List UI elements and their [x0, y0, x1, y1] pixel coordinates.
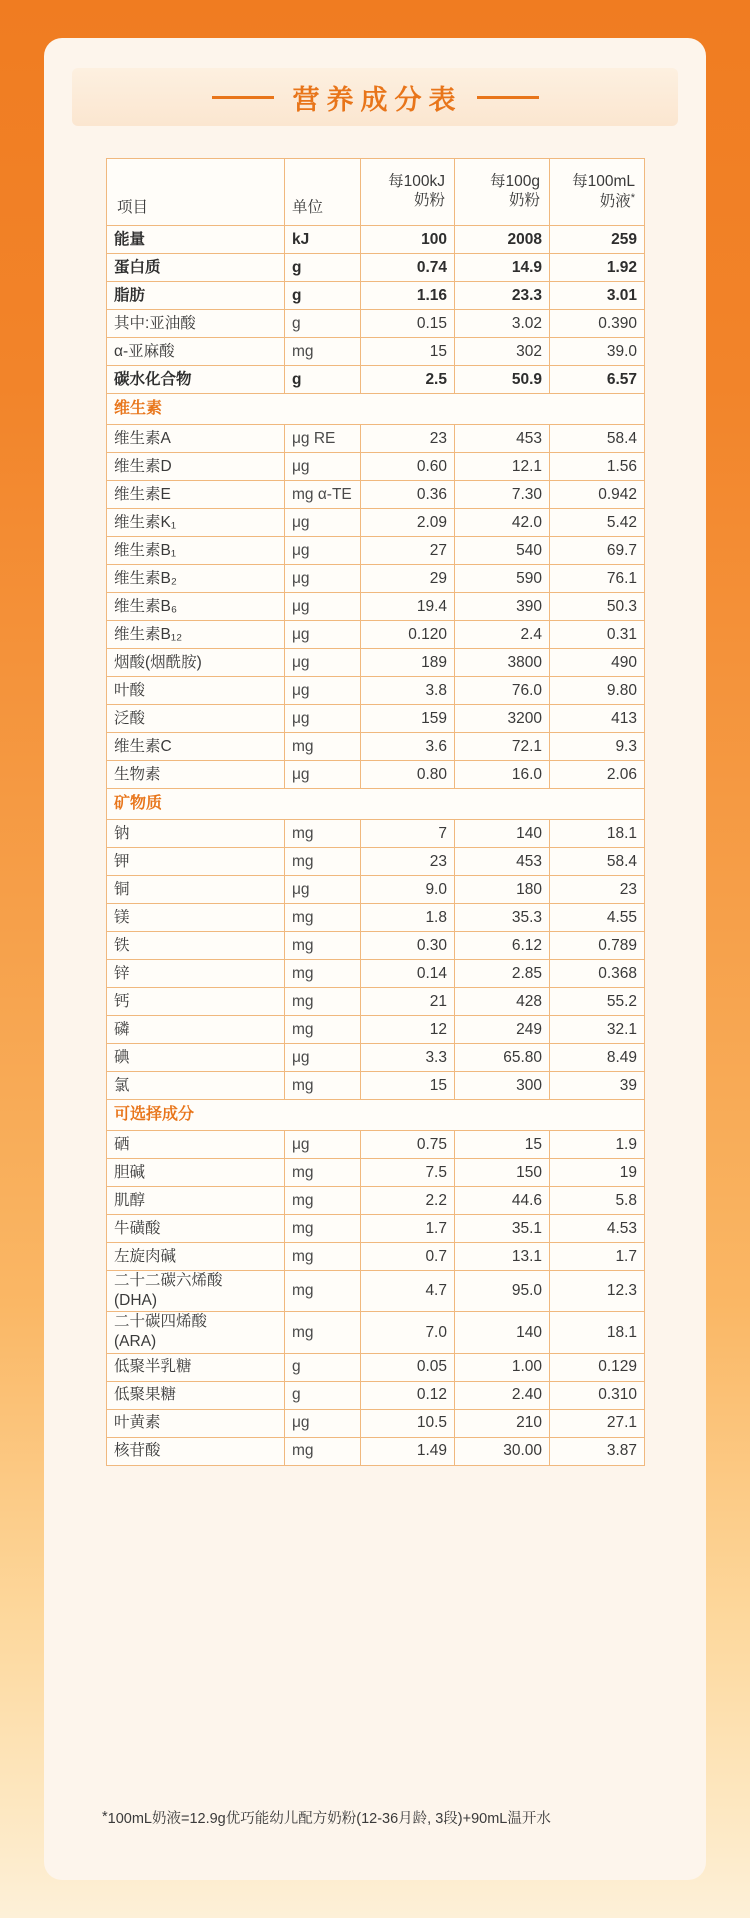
- row-unit: μg: [285, 1044, 361, 1072]
- row-item-name: 硒: [107, 1131, 285, 1159]
- row-item-name: 核苷酸: [107, 1437, 285, 1465]
- row-value-per-100kj: 29: [361, 565, 455, 593]
- row-value-per-100kj: 0.75: [361, 1131, 455, 1159]
- row-value-per-100kj: 27: [361, 537, 455, 565]
- nutrition-table: [106, 158, 645, 1466]
- row-item-name: 维生素D: [107, 453, 285, 481]
- table-row: [107, 848, 645, 876]
- table-row: [107, 733, 645, 761]
- table-row: [107, 1215, 645, 1243]
- row-value-per-100g: 35.1: [455, 1215, 550, 1243]
- row-item-name: 铜: [107, 876, 285, 904]
- table-row: [107, 366, 645, 394]
- row-value-per-100ml: 50.3: [550, 593, 645, 621]
- row-value-per-100kj: 1.49: [361, 1437, 455, 1465]
- row-value-per-100g: 453: [455, 848, 550, 876]
- section-label: 维生素: [107, 394, 645, 425]
- row-value-per-100kj: 7.0: [361, 1312, 455, 1353]
- row-value-per-100ml: 1.9: [550, 1131, 645, 1159]
- row-unit: mg: [285, 1437, 361, 1465]
- table-row: [107, 282, 645, 310]
- row-value-per-100kj: 0.80: [361, 761, 455, 789]
- row-value-per-100ml: 0.942: [550, 481, 645, 509]
- table-row: [107, 960, 645, 988]
- row-value-per-100kj: 23: [361, 848, 455, 876]
- title-bar: [72, 68, 678, 126]
- table-row: [107, 226, 645, 254]
- table-row: [107, 338, 645, 366]
- row-value-per-100kj: 12: [361, 1016, 455, 1044]
- row-item-name: 叶酸: [107, 677, 285, 705]
- row-value-per-100kj: 0.60: [361, 453, 455, 481]
- row-unit: mg: [285, 733, 361, 761]
- row-item-name: 维生素B₂: [107, 565, 285, 593]
- table-row: [107, 904, 645, 932]
- row-value-per-100kj: 0.7: [361, 1243, 455, 1271]
- table-row: [107, 876, 645, 904]
- row-value-per-100g: 1.00: [455, 1353, 550, 1381]
- footnote-text: 100mL奶液=12.9g优巧能幼儿配方奶粉(12-36月龄, 3段)+90mL温开水: [107, 1811, 551, 1827]
- row-unit: μg: [285, 1131, 361, 1159]
- row-value-per-100ml: 5.42: [550, 509, 645, 537]
- row-value-per-100ml: 0.390: [550, 310, 645, 338]
- row-value-per-100kj: 2.2: [361, 1187, 455, 1215]
- row-unit: μg: [285, 621, 361, 649]
- row-value-per-100ml: 58.4: [550, 425, 645, 453]
- row-value-per-100g: 35.3: [455, 904, 550, 932]
- row-value-per-100g: 13.1: [455, 1243, 550, 1271]
- row-value-per-100g: 3200: [455, 705, 550, 733]
- row-value-per-100kj: 10.5: [361, 1409, 455, 1437]
- row-value-per-100kj: 0.15: [361, 310, 455, 338]
- row-item-name: 脂肪: [107, 282, 285, 310]
- row-unit: μg: [285, 453, 361, 481]
- row-value-per-100g: 3800: [455, 649, 550, 677]
- row-value-per-100kj: 0.30: [361, 932, 455, 960]
- row-item-name: 维生素B₁: [107, 537, 285, 565]
- row-value-per-100kj: 1.16: [361, 282, 455, 310]
- row-unit: g: [285, 1353, 361, 1381]
- table-row: [107, 677, 645, 705]
- row-value-per-100g: 16.0: [455, 761, 550, 789]
- table-row: [107, 988, 645, 1016]
- table-row: [107, 820, 645, 848]
- row-value-per-100kj: 1.7: [361, 1215, 455, 1243]
- row-item-name: 碘: [107, 1044, 285, 1072]
- row-value-per-100g: 302: [455, 338, 550, 366]
- table-row: [107, 1437, 645, 1465]
- table-row: [107, 1187, 645, 1215]
- row-value-per-100g: 50.9: [455, 366, 550, 394]
- row-value-per-100ml: 259: [550, 226, 645, 254]
- section-label: 可选择成分: [107, 1100, 645, 1131]
- table-header-row: [107, 159, 645, 226]
- row-value-per-100kj: 0.74: [361, 254, 455, 282]
- row-unit: μg: [285, 876, 361, 904]
- row-value-per-100g: 2008: [455, 226, 550, 254]
- row-unit: μg: [285, 509, 361, 537]
- row-value-per-100g: 180: [455, 876, 550, 904]
- row-value-per-100ml: 6.57: [550, 366, 645, 394]
- table-row: [107, 593, 645, 621]
- row-value-per-100ml: 58.4: [550, 848, 645, 876]
- table-section-row: [107, 789, 645, 820]
- table-row: [107, 1312, 645, 1353]
- row-item-name: 碳水化合物: [107, 366, 285, 394]
- row-value-per-100ml: 18.1: [550, 820, 645, 848]
- row-value-per-100kj: 0.36: [361, 481, 455, 509]
- row-value-per-100ml: 39: [550, 1072, 645, 1100]
- footnote: [102, 1808, 662, 1830]
- row-item-name: 维生素B₁₂: [107, 621, 285, 649]
- row-value-per-100ml: 0.31: [550, 621, 645, 649]
- table-row: [107, 254, 645, 282]
- table-row: [107, 1159, 645, 1187]
- table-section-row: [107, 394, 645, 425]
- row-value-per-100kj: 0.14: [361, 960, 455, 988]
- row-item-name: 镁: [107, 904, 285, 932]
- nutrition-card: [44, 38, 706, 1880]
- table-row: [107, 1131, 645, 1159]
- header-unit: 单位: [285, 159, 361, 226]
- row-value-per-100ml: 4.55: [550, 904, 645, 932]
- row-value-per-100g: 540: [455, 537, 550, 565]
- row-item-name: 二十碳四烯酸 (ARA): [107, 1312, 285, 1353]
- row-value-per-100g: 7.30: [455, 481, 550, 509]
- row-item-name: 维生素B₆: [107, 593, 285, 621]
- row-item-name: 维生素E: [107, 481, 285, 509]
- row-unit: mg: [285, 1243, 361, 1271]
- row-item-name: 锌: [107, 960, 285, 988]
- row-value-per-100ml: 413: [550, 705, 645, 733]
- row-value-per-100kj: 9.0: [361, 876, 455, 904]
- table-row: [107, 649, 645, 677]
- row-unit: g: [285, 366, 361, 394]
- row-value-per-100ml: 18.1: [550, 1312, 645, 1353]
- row-value-per-100ml: 5.8: [550, 1187, 645, 1215]
- row-value-per-100kj: 7: [361, 820, 455, 848]
- row-unit: μg: [285, 761, 361, 789]
- row-value-per-100kj: 4.7: [361, 1271, 455, 1312]
- table-row: [107, 761, 645, 789]
- row-unit: mg: [285, 1271, 361, 1312]
- table-row: [107, 310, 645, 338]
- row-value-per-100kj: 15: [361, 338, 455, 366]
- row-item-name: 牛磺酸: [107, 1215, 285, 1243]
- row-value-per-100ml: 3.01: [550, 282, 645, 310]
- table-section-row: [107, 1100, 645, 1131]
- row-item-name: 生物素: [107, 761, 285, 789]
- row-item-name: 铁: [107, 932, 285, 960]
- row-value-per-100ml: 1.56: [550, 453, 645, 481]
- row-value-per-100kj: 23: [361, 425, 455, 453]
- row-value-per-100g: 65.80: [455, 1044, 550, 1072]
- table-row: [107, 621, 645, 649]
- row-item-name: 维生素A: [107, 425, 285, 453]
- row-value-per-100g: 15: [455, 1131, 550, 1159]
- row-item-name: 蛋白质: [107, 254, 285, 282]
- row-unit: g: [285, 254, 361, 282]
- table-row: [107, 1353, 645, 1381]
- row-value-per-100kj: 19.4: [361, 593, 455, 621]
- row-value-per-100kj: 7.5: [361, 1159, 455, 1187]
- table-row: [107, 1271, 645, 1312]
- row-value-per-100ml: 4.53: [550, 1215, 645, 1243]
- row-value-per-100kj: 3.3: [361, 1044, 455, 1072]
- table-row: [107, 481, 645, 509]
- table-row: [107, 565, 645, 593]
- row-value-per-100kj: 189: [361, 649, 455, 677]
- row-unit: g: [285, 282, 361, 310]
- header-per-100kj: 每100kJ 奶粉: [361, 159, 455, 226]
- row-value-per-100g: 249: [455, 1016, 550, 1044]
- row-item-name: 维生素C: [107, 733, 285, 761]
- header-item: 项目: [107, 159, 285, 226]
- row-unit: mg: [285, 820, 361, 848]
- row-value-per-100ml: 39.0: [550, 338, 645, 366]
- row-unit: mg: [285, 960, 361, 988]
- row-value-per-100ml: 490: [550, 649, 645, 677]
- row-value-per-100ml: 12.3: [550, 1271, 645, 1312]
- row-item-name: 其中:亚油酸: [107, 310, 285, 338]
- row-value-per-100ml: 0.368: [550, 960, 645, 988]
- row-unit: mg α-TE: [285, 481, 361, 509]
- section-label: 矿物质: [107, 789, 645, 820]
- row-unit: μg: [285, 649, 361, 677]
- row-item-name: 能量: [107, 226, 285, 254]
- row-unit: μg: [285, 1409, 361, 1437]
- row-unit: μg: [285, 705, 361, 733]
- row-value-per-100g: 12.1: [455, 453, 550, 481]
- row-value-per-100g: 590: [455, 565, 550, 593]
- row-value-per-100g: 140: [455, 1312, 550, 1353]
- row-unit: μg: [285, 677, 361, 705]
- row-value-per-100g: 2.4: [455, 621, 550, 649]
- row-value-per-100g: 44.6: [455, 1187, 550, 1215]
- row-item-name: 钠: [107, 820, 285, 848]
- row-value-per-100kj: 21: [361, 988, 455, 1016]
- row-value-per-100g: 390: [455, 593, 550, 621]
- title-rule-right: [477, 96, 539, 99]
- row-value-per-100kj: 2.09: [361, 509, 455, 537]
- row-value-per-100kj: 159: [361, 705, 455, 733]
- table-row: [107, 1016, 645, 1044]
- row-item-name: 二十二碳六烯酸 (DHA): [107, 1271, 285, 1312]
- row-value-per-100g: 14.9: [455, 254, 550, 282]
- row-item-name: 胆碱: [107, 1159, 285, 1187]
- row-value-per-100ml: 8.49: [550, 1044, 645, 1072]
- row-unit: mg: [285, 1159, 361, 1187]
- row-value-per-100ml: 0.129: [550, 1353, 645, 1381]
- row-item-name: 烟酸(烟酰胺): [107, 649, 285, 677]
- row-unit: mg: [285, 1215, 361, 1243]
- row-unit: μg RE: [285, 425, 361, 453]
- row-value-per-100kj: 3.6: [361, 733, 455, 761]
- row-value-per-100ml: 2.06: [550, 761, 645, 789]
- row-item-name: 钙: [107, 988, 285, 1016]
- row-value-per-100ml: 1.92: [550, 254, 645, 282]
- row-unit: mg: [285, 1187, 361, 1215]
- row-value-per-100ml: 76.1: [550, 565, 645, 593]
- row-value-per-100g: 3.02: [455, 310, 550, 338]
- row-value-per-100kj: 15: [361, 1072, 455, 1100]
- page-title: 营养成分表: [292, 84, 463, 115]
- row-value-per-100kj: 3.8: [361, 677, 455, 705]
- row-value-per-100g: 2.40: [455, 1381, 550, 1409]
- row-value-per-100g: 453: [455, 425, 550, 453]
- row-value-per-100ml: 23: [550, 876, 645, 904]
- row-value-per-100ml: 1.7: [550, 1243, 645, 1271]
- title-inner: [212, 78, 539, 117]
- row-value-per-100ml: 0.789: [550, 932, 645, 960]
- row-item-name: α-亚麻酸: [107, 338, 285, 366]
- row-value-per-100g: 23.3: [455, 282, 550, 310]
- table-row: [107, 932, 645, 960]
- row-unit: g: [285, 1381, 361, 1409]
- row-value-per-100ml: 9.80: [550, 677, 645, 705]
- row-unit: mg: [285, 904, 361, 932]
- table-row: [107, 705, 645, 733]
- table-row: [107, 1243, 645, 1271]
- row-unit: mg: [285, 848, 361, 876]
- row-unit: mg: [285, 1072, 361, 1100]
- table-row: [107, 1409, 645, 1437]
- table-row: [107, 1072, 645, 1100]
- row-unit: mg: [285, 338, 361, 366]
- row-value-per-100g: 30.00: [455, 1437, 550, 1465]
- row-value-per-100g: 2.85: [455, 960, 550, 988]
- row-value-per-100g: 42.0: [455, 509, 550, 537]
- row-value-per-100g: 150: [455, 1159, 550, 1187]
- row-value-per-100kj: 2.5: [361, 366, 455, 394]
- row-value-per-100g: 210: [455, 1409, 550, 1437]
- table-row: [107, 425, 645, 453]
- row-item-name: 肌醇: [107, 1187, 285, 1215]
- row-item-name: 泛酸: [107, 705, 285, 733]
- row-value-per-100g: 6.12: [455, 932, 550, 960]
- row-item-name: 氯: [107, 1072, 285, 1100]
- row-item-name: 左旋肉碱: [107, 1243, 285, 1271]
- row-value-per-100g: 140: [455, 820, 550, 848]
- row-unit: μg: [285, 593, 361, 621]
- row-unit: μg: [285, 537, 361, 565]
- row-item-name: 低聚果糖: [107, 1381, 285, 1409]
- table-row: [107, 509, 645, 537]
- row-item-name: 维生素K₁: [107, 509, 285, 537]
- row-value-per-100kj: 1.8: [361, 904, 455, 932]
- title-rule-left: [212, 96, 274, 99]
- row-unit: kJ: [285, 226, 361, 254]
- header-per-100g: 每100g 奶粉: [455, 159, 550, 226]
- row-item-name: 叶黄素: [107, 1409, 285, 1437]
- row-value-per-100ml: 9.3: [550, 733, 645, 761]
- row-value-per-100g: 72.1: [455, 733, 550, 761]
- row-value-per-100ml: 19: [550, 1159, 645, 1187]
- header-per-100ml: 每100mL 奶液*: [550, 159, 645, 226]
- row-value-per-100kj: 100: [361, 226, 455, 254]
- table-row: [107, 1044, 645, 1072]
- table-row: [107, 1381, 645, 1409]
- row-unit: mg: [285, 988, 361, 1016]
- table-row: [107, 537, 645, 565]
- row-value-per-100g: 76.0: [455, 677, 550, 705]
- table-row: [107, 453, 645, 481]
- row-value-per-100ml: 32.1: [550, 1016, 645, 1044]
- row-value-per-100ml: 27.1: [550, 1409, 645, 1437]
- footnote-asterisk: *: [102, 1809, 108, 1825]
- row-value-per-100ml: 0.310: [550, 1381, 645, 1409]
- row-unit: μg: [285, 565, 361, 593]
- row-value-per-100ml: 69.7: [550, 537, 645, 565]
- row-unit: g: [285, 310, 361, 338]
- row-value-per-100ml: 55.2: [550, 988, 645, 1016]
- row-value-per-100g: 300: [455, 1072, 550, 1100]
- row-item-name: 低聚半乳糖: [107, 1353, 285, 1381]
- row-item-name: 磷: [107, 1016, 285, 1044]
- row-value-per-100ml: 3.87: [550, 1437, 645, 1465]
- row-value-per-100g: 95.0: [455, 1271, 550, 1312]
- row-value-per-100g: 428: [455, 988, 550, 1016]
- row-value-per-100kj: 0.120: [361, 621, 455, 649]
- row-value-per-100kj: 0.05: [361, 1353, 455, 1381]
- row-unit: mg: [285, 1312, 361, 1353]
- row-unit: mg: [285, 1016, 361, 1044]
- row-value-per-100kj: 0.12: [361, 1381, 455, 1409]
- row-item-name: 钾: [107, 848, 285, 876]
- row-unit: mg: [285, 932, 361, 960]
